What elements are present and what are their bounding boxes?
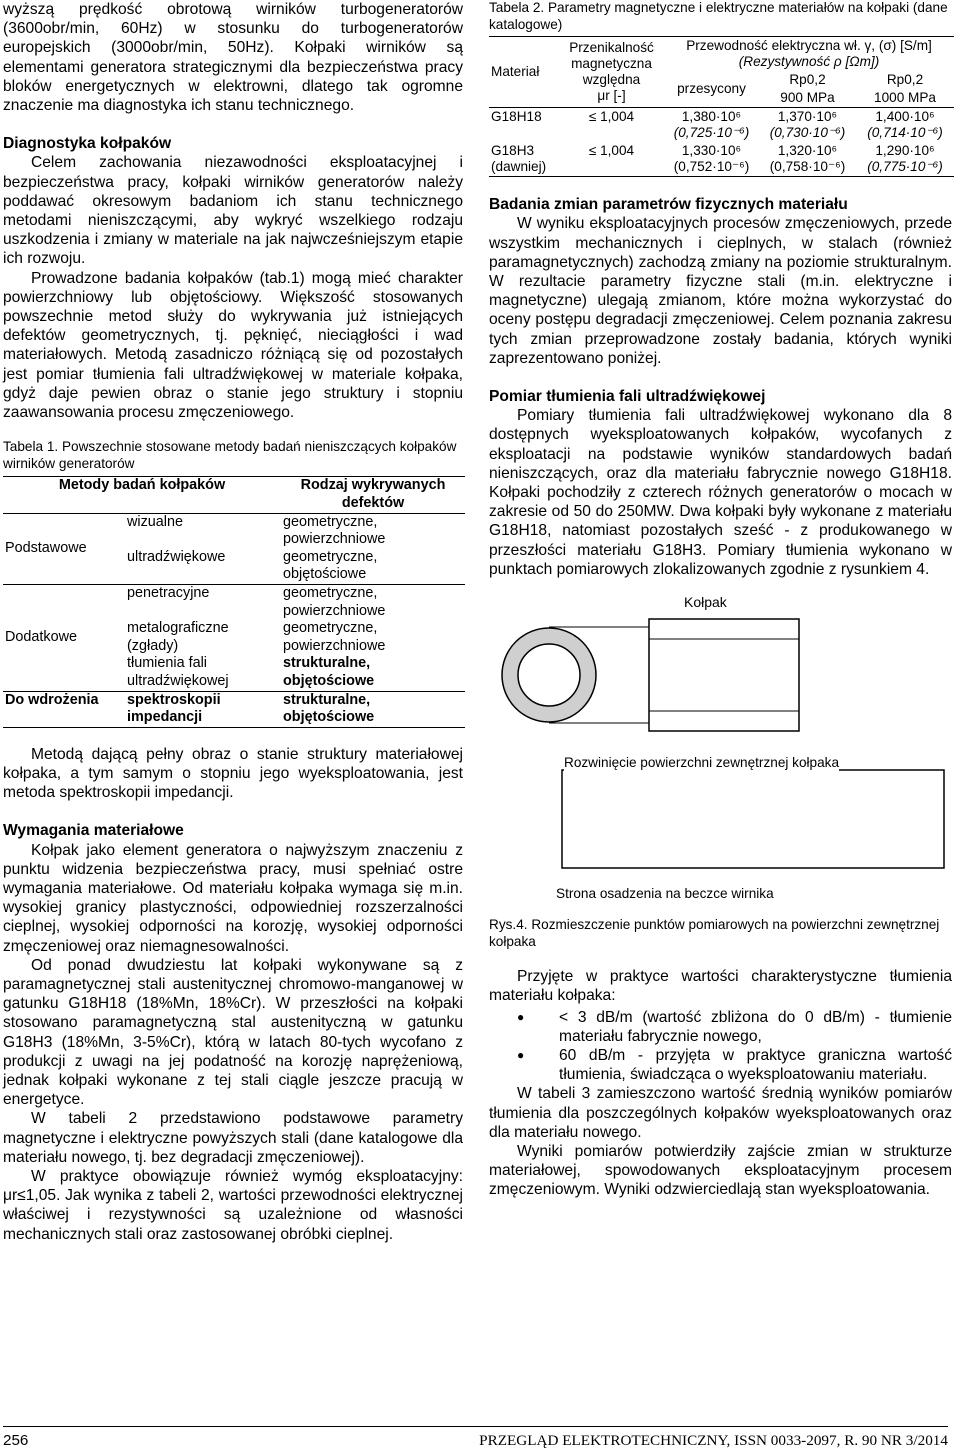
table2-cond: 1,380·10⁶ [681,109,742,125]
list-item: ● 60 dB/m - przyjęta w praktyce graniczna wartość tłumienia, świadcząca o wyeksploatowaniu materiału. [559,1046,952,1084]
table2-res: (0,752·10⁻⁶) [673,159,750,175]
table1-method: tłumienia fali ultradźwiękowej [125,655,281,691]
table2-head-permeability [559,37,664,108]
cap-ring-inner [518,644,580,706]
table2-res: (0,730·10⁻⁶) [769,125,846,141]
table2-head-cond-label: Przewodność elektryczna wł. γ, (σ) [S/m] [686,38,932,54]
table2-head-res-label: (Rezystywność ρ [Ωm]) [738,54,880,70]
section-heading-material-requirements: Wymagania materiałowe [3,822,184,840]
figure-4 [489,587,952,917]
table2-res: (0,775·10⁻⁶) [867,159,943,175]
paragraph: Wyniki pomiarów potwierdziły zajście zmian w strukturze materiałowej, spowodowanych eksploatacyjnym procesem zmęczeniowym. Wyniki odzwierciedlają stan wyeksploatowania. [489,1143,952,1199]
table2-head-perm-unit: μr [-] [597,88,626,104]
paragraph-part: W praktyce obowiązuje również wymóg eksploatacyjny: [31,1168,463,1186]
table2-cond: 1,290·10⁶ [875,143,935,159]
paragraph: W tabeli 3 zamieszczono wartość średnią wyników pomiarów tłumienia dla poszczególnych kołpaków wyeksploatowanych oraz dla materiału nowego. [489,1085,952,1141]
table2-mu: ≤ 1,004 [588,109,635,125]
table2-material-name: G18H3 [491,143,535,159]
table-row [3,513,465,549]
table1-head-methods: Metody badań kołpaków [3,477,281,513]
journal-name: PRZEGLĄD ELEKTROTECHNICZNY, ISSN 0033-2097, R. 90 NR 3/2014 [479,1432,948,1449]
table1-group: Do wdrożenia [3,691,125,727]
table1-method: penetracyjne [127,585,210,602]
table1-method: wizualne [127,513,183,530]
table1-defect: geometryczne, powierzchniowe [283,585,386,619]
paragraph: Prowadzone badania kołpaków (tab.1) mogą mieć charakter powierzchniowy lub objętościowy. Większość stosowanych powszechnie metod służy do wykrywania już istniejących defektów geometrycznych, tj. pęknięć, nieciągłości i wad materiałowych. Metodą zasadniczo różniącą się od pozostałych jest pomiar tłumienia fali ultradźwiękowej w materiale kołpaka, gdyż daje pewien obraz o stanie jego struktury i stopniu zaawansowania procesu zmęczeniowego. [3,269,463,422]
table1-methods [3,476,465,727]
table1-defect: geometryczne, objętościowe [281,549,465,585]
paragraph-part: . Jak wynika z tabeli 2, wartości przewodności elektrycznej właściwej i rezystywności są uzależnione od własności mechanicznych stali oraz zastosowanej obróbki cieplnej. [3,1187,463,1243]
table1-defect: geometryczne, powierzchniowe [283,513,386,548]
table1-defect: geometryczne, powierzchniowe [283,620,386,654]
table2-val [759,142,856,177]
table1-method: spektroskopii impedancji [125,691,281,727]
table2-material [489,142,559,177]
table1-caption-label: Tabela 1. [3,439,59,455]
table2-head-rp2-val: 1000 MPa [856,89,954,108]
table2-cond: 1,330·10⁶ [681,143,742,159]
figure-label-bottom: Strona osadzenia na beczce wirnika [556,886,774,902]
page-number: 256 [3,1432,29,1449]
cap-side-view [649,619,799,731]
section-heading-diagnostics: Diagnostyka kołpaków [3,135,172,153]
mu-requirement: μr≤1,05 [3,1187,57,1205]
table2-parameters [489,36,954,177]
table2-val [856,142,954,177]
table1-method: ultradźwiękowe [125,549,281,585]
table1-defect: strukturalne, objętościowe [281,655,465,691]
figure-drawing [489,587,952,917]
table2-material-name: G18H18 [491,109,542,125]
table-row [3,585,465,621]
paragraph: W tabeli 2 przedstawiono podstawowe parametry magnetyczne i elektryczne powyższych stali (dane katalogowe dla materiału nowego, tj. bez degradacji zmęczeniowej). [3,1110,463,1166]
table1-head-defects: Rodzaj wykrywanych defektów [281,477,465,513]
table2-mu: ≤ 1,004 [559,142,664,177]
paragraph [3,1167,463,1244]
table2-head-material: Materiał [491,64,540,80]
surface-unwrapped [562,770,944,868]
table1-method: metalograficzne (zgłady) [127,620,229,654]
table2-cond: 1,370·10⁶ [777,109,838,125]
table2-material [489,108,559,143]
table2-caption [489,0,952,33]
table2-res: (0,714·10⁻⁶) [867,125,943,141]
paragraph: Przyjęte w praktyce wartości charakterystyczne tłumienia materiału kołpaka: [489,968,952,1005]
table1-caption [3,439,463,472]
figure4-caption-label: Rys.4. [489,917,528,933]
paragraph: Od ponad dwudziestu lat kołpaki wykonywane są z paramagnetycznej stali austenitycznej chromowo-manganowej w gatunku G18H18 (18%Mn, 18%Cr). W przeszłości na kołpaki stosowano paramagnetyczną stal austenityczną w gatunku G18H3 (18%Mn, 3-5%Cr), którą w latach 80-tych wycofano z produkcji z uwagi na jej podatność na korozję naprężeniową, jednak kołpaki wykonane z tej stali ciągle jeszcze pracują w energetyce. [3,956,463,1109]
table1-group: Podstawowe [3,513,125,584]
table2-head-rp2: Rp0,2 [886,72,924,88]
figure4-caption-text: Rozmieszczenie punktów pomiarowych na powierzchni zewnętrznej kołpaka [489,917,940,949]
figure-label-surface: Rozwinięcie powierzchni zewnętrznej kołpaka [564,753,839,772]
table-row [3,691,465,727]
paragraph: Kołpak jako element generatora o najwyższym znaczeniu z punktu widzenia bezpieczeństwa pracy, musi spełniać ostre wymagania materiałowe. Od materiału kołpaka wymaga się m.in. wysokiej granicy plastyczności, odpowiedniej rozszerzalności cieplnej, wysokiej odporności na korozję, wysokiej odporności zmęczeniowej oraz niemagnesowalności. [3,841,463,955]
footer-rule [3,1426,948,1427]
figure4-caption [489,917,952,950]
paragraph: Celem zachowania niezawodności eksploatacyjnej i bezpieczeństwa pracy, kołpaki wirników generatorów należy poddawać okresowym badaniom ich stanu technicznego metodami nieniszczącymi, aby wykryć wszelkiego rodzaju uszkodzenia i zmiany w materiale na jak najwcześniejszym etapie ich rozwoju. [3,154,463,268]
intro-paragraph: wyższą prędkość obrotową wirników turbogeneratorów (3600obr/min, 60Hz) w stosunku do turbogeneratorów europejskich (3000obr/min, 50Hz). Kołpaki wirników są elementami generatora strategicznymi dla bezpieczeństwa pracy bloków energetycznych w elektrowni, dlatego tak ogromne znaczenie ma diagnostyka ich stanu technicznego. [3,1,463,115]
table2-head-perm-label: Przenikalność magnetyczna względna [569,40,654,88]
table2-res: (0,758·10⁻⁶) [769,159,846,175]
paragraph: W wyniku eksploatacyjnych procesów zmęczeniowych, przede wszystkim mechanicznych i cieplnych, w stalach (również paramagnetycznych) zachodzą zmiany na poziomie strukturalnym. W rezultacie parametry fizyczne stali (m.in. elektryczne i magnetyczne) ulegają zmianom, które można wykorzystać do oceny postępu degradacji zmęczeniowej. Celem poznania zakresu tych zmian przeprowadzone zostały badania, których wyniki zaprezentowano poniżej. [489,215,952,367]
figure-label-cap: Kołpak [684,594,727,611]
section-heading-ultrasonic: Pomiar tłumienia fali ultradźwiękowej [489,388,766,406]
table2-caption-label: Tabela 2. [489,0,545,15]
table2-caption-text: Parametry magnetyczne i elektryczne materiałów na kołpaki (dane katalogowe) [489,0,948,32]
table-row [489,108,954,143]
paragraph: Metodą dającą pełny obraz o stanie struktury materiałowej kołpaka, a tym samym o stopniu jego wyeksploatowania, jest metoda spektroskopii impedancji. [3,745,463,802]
table2-val [759,108,856,143]
table2-head-annealed: przesycony [677,81,746,97]
table2-cond: 1,400·10⁶ [875,109,935,125]
table2-cond: 1,320·10⁶ [777,143,838,159]
table-row [489,142,954,177]
list-item: ● < 3 dB/m (wartość zbliżona do 0 dB/m) - tłumienie materiału fabrycznie nowego, [559,1008,952,1046]
right-column [489,0,952,1200]
bullet-list [489,1008,952,1085]
table2-val [664,108,759,143]
table2-val [664,142,759,177]
table1-group: Dodatkowe [3,585,125,692]
table1-caption-text: Powszechnie stosowane metody badań nieniszczących kołpaków wirników generatorów [3,439,457,471]
table2-head-rp1-val: 900 MPa [759,89,856,108]
table2-head-rp1: Rp0,2 [789,72,826,88]
table1-defect: strukturalne, objętościowe [281,691,465,727]
left-column [3,0,463,1244]
table2-head-conductivity [664,37,954,72]
table2-res: (0,725·10⁻⁶) [673,125,750,141]
paragraph: Pomiary tłumienia fali ultradźwiękowej wykonano dla 8 dostępnych wyeksploatowanych kołpaków, wycofanych z eksploatacji na podstawie wyników standardowych badań nieniszczących, oraz dla materiału fabrycznie nowego G18H18. Kołpaki pochodziły z czterech różnych generatorów o mocach w zakresie od 50 do 250MW. Dwa kołpaki były wykonane z materiału G18H18, natomiast pozostałych sześć - z produkowanego w przeszłości materiału G18H3. Pomiary tłumienia wykonano w punktach pomiarowych zlokalizowanych zgodnie z rysunkiem 4. [489,407,952,578]
table2-val [856,108,954,143]
section-heading-physical-parameters: Badania zmian parametrów fizycznych materiału [489,196,848,214]
table2-material-note: (dawniej) [491,159,547,175]
